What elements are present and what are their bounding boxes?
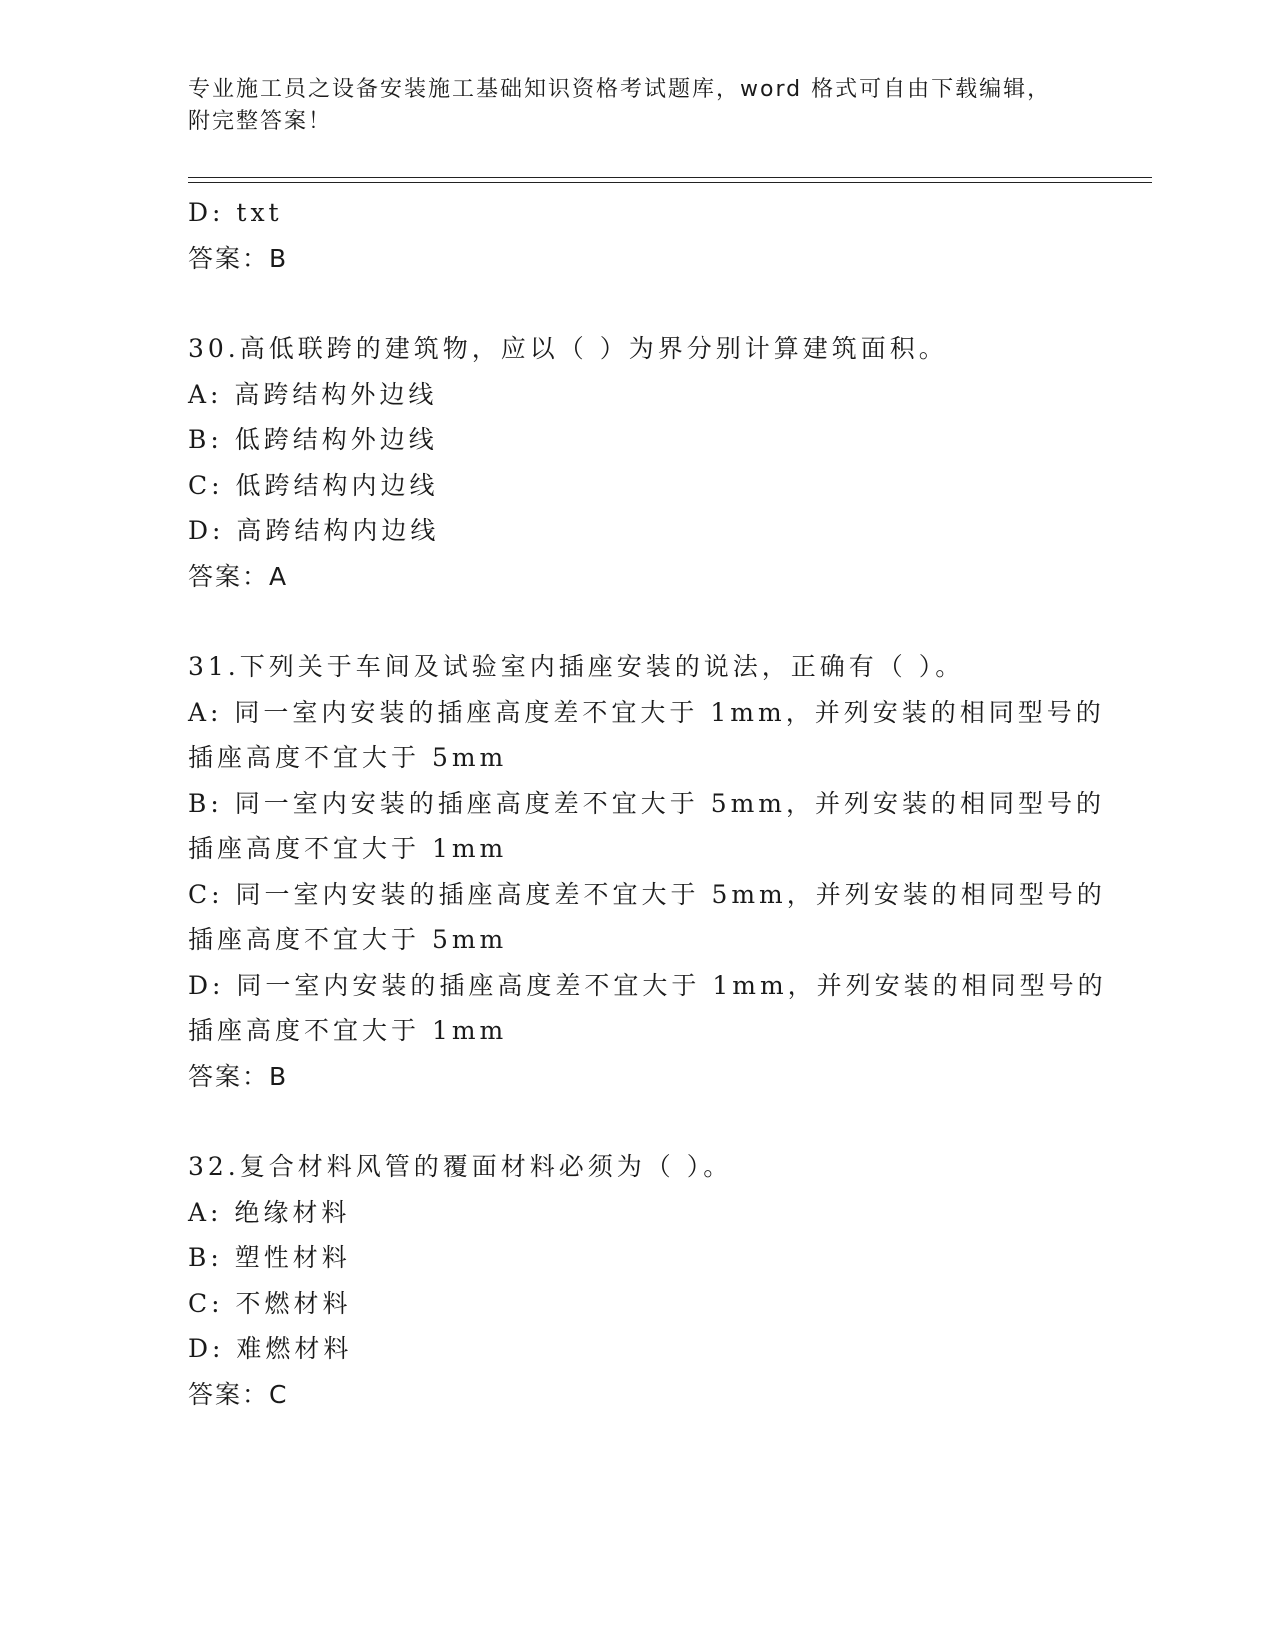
header-divider-bottom [188,182,1152,183]
option-b: B: 低跨结构外边线 [188,425,438,454]
option-c: C: 同一室内安装的插座高度差不宜大于 5mm，并列安装的相同型号的 [188,879,1106,909]
question-list [188,190,1107,1417]
option-c: C: 低跨结构内边线 [188,470,439,500]
option-a: A: 绝缘材料 [188,1197,351,1227]
header-line-1: 专业施工员之设备安装施工基础知识资格考试题库，word 格式可自由下载编辑， [188,77,1052,102]
option-b: B: 同一室内安装的插座高度差不宜大于 5mm，并列安装的相同型号的 [188,788,1106,818]
spacer [188,1099,1088,1144]
header-line-2: 附完整答案！ [188,109,333,134]
option-d: D: 同一室内安装的插座高度差不宜大于 1mm，并列安装的相同型号的 [188,970,1107,1000]
question-stem: 30.高低联跨的建筑物，应以（ ）为界分别计算建筑面积。 [188,334,948,363]
option-a: A: 高跨结构外边线 [188,379,438,409]
header-divider-top [188,177,1152,178]
option-d-continued: 插座高度不宜大于 1mm [188,1016,508,1045]
option-d: D: txt [188,198,283,227]
option-d: D: 高跨结构内边线 [188,516,440,545]
option-b-continued: 插座高度不宜大于 1mm [188,834,508,863]
question-stem: 31.下列关于车间及试验室内插座安装的说法，正确有（ ）。 [188,652,965,681]
question-29-tail [188,190,1088,281]
document-header [188,74,1068,138]
spacer [188,281,1088,326]
question-31 [188,644,1107,1099]
question-30 [188,326,1088,599]
answer: 答案：A [188,561,289,591]
answer: 答案：C [188,1379,289,1409]
option-a-continued: 插座高度不宜大于 5mm [188,743,508,772]
answer: 答案：B [188,243,289,273]
question-32 [188,1144,1088,1417]
option-c: C: 不燃材料 [188,1288,352,1318]
option-a: A: 同一室内安装的插座高度差不宜大于 1mm，并列安装的相同型号的 [188,697,1105,727]
option-d: D: 难燃材料 [188,1334,353,1363]
answer: 答案：B [188,1061,289,1091]
spacer [188,599,1088,644]
option-b: B: 塑性材料 [188,1243,351,1272]
option-c-continued: 插座高度不宜大于 5mm [188,925,508,954]
question-stem: 32.复合材料风管的覆面材料必须为（ ）。 [188,1152,733,1181]
